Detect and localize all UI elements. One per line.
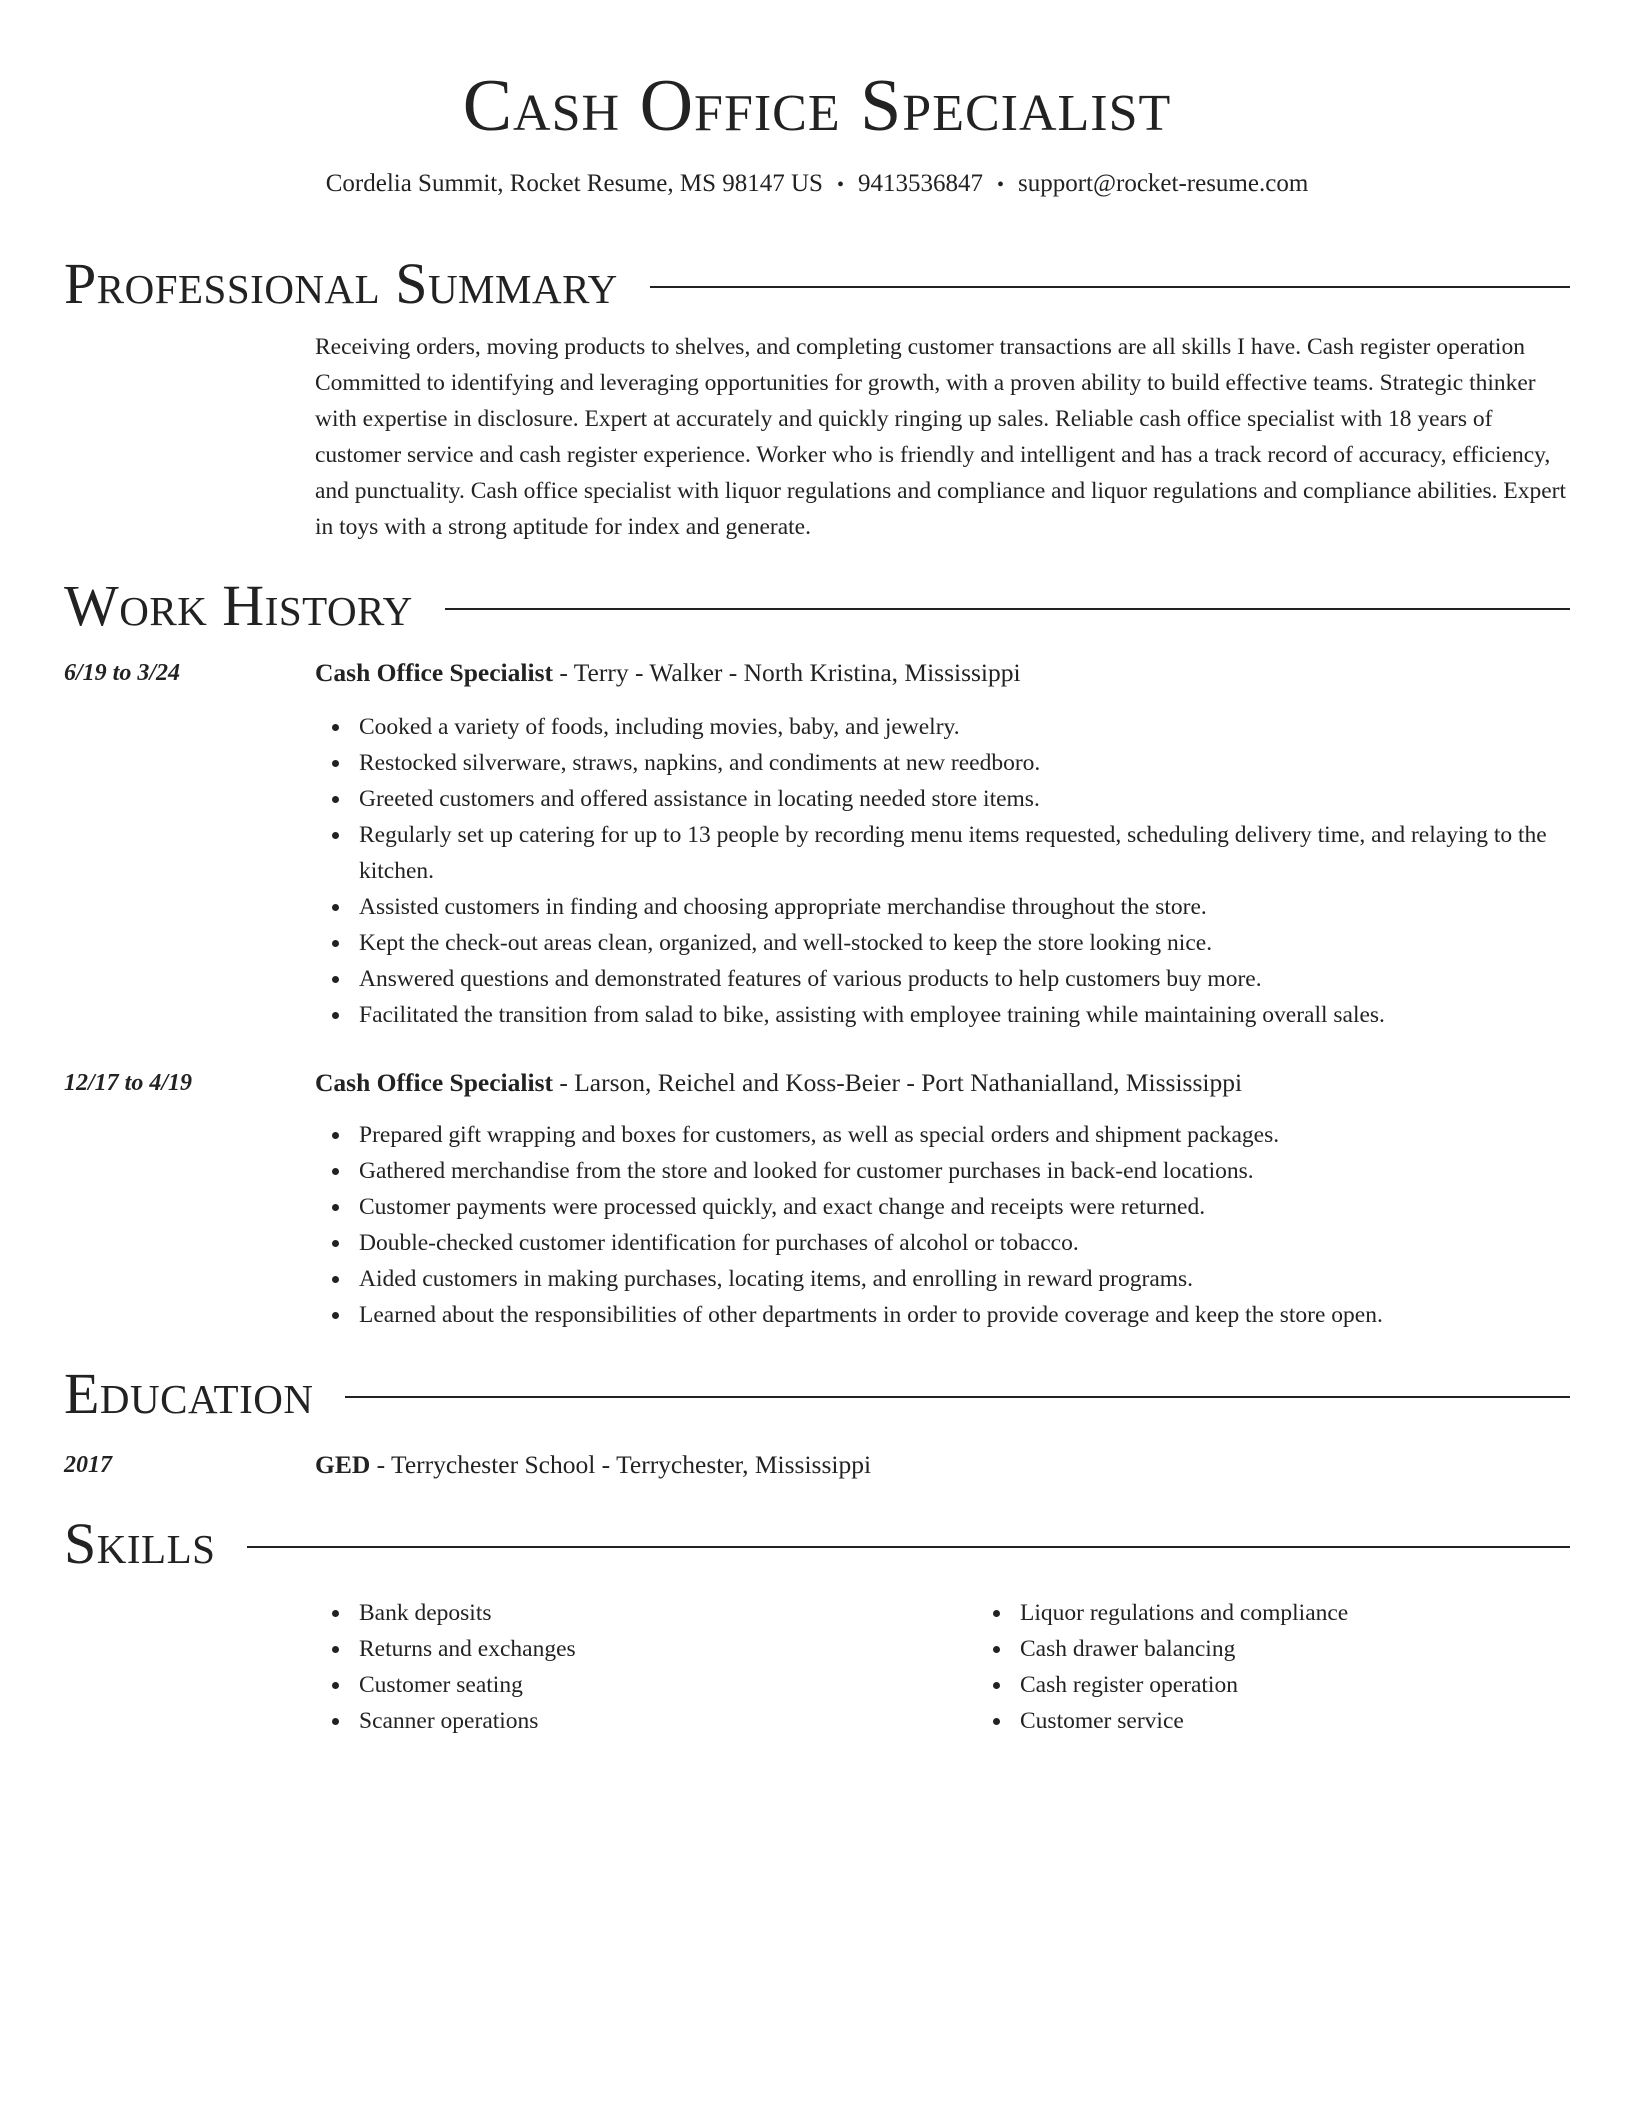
list-item: Restocked silverware, straws, napkins, and condiments at new reedboro.: [359, 745, 1570, 781]
education-heading-line: [315, 1447, 871, 1483]
job-entry: [64, 655, 1570, 1033]
skill-item: Liquor regulations and compliance: [1020, 1595, 1632, 1631]
list-item: Double-checked customer identification for purchases of alcohol or tobacco.: [359, 1225, 1570, 1261]
skills-section-header: [64, 1509, 1570, 1579]
contact-separator: •: [836, 174, 844, 196]
job-duties: [315, 1117, 1570, 1333]
education-degree: GED: [315, 1450, 371, 1479]
list-item: Assisted customers in finding and choosing appropriate merchandise throughout the store.: [359, 889, 1570, 925]
skill-item: Bank deposits: [359, 1595, 976, 1631]
skills-heading: Skills: [64, 1511, 216, 1576]
skill-item: Cash drawer balancing: [1020, 1631, 1632, 1667]
skills-list: [315, 1595, 1570, 1739]
skill-item: Scanner operations: [359, 1703, 976, 1739]
list-item: Gathered merchandise from the store and looked for customer purchases in back-end locations.: [359, 1153, 1570, 1189]
job-heading: [315, 1065, 1570, 1101]
list-item: Answered questions and demonstrated features of various products to help customers buy more.: [359, 961, 1570, 997]
section-divider: [247, 1546, 1570, 1548]
section-divider: [345, 1396, 1570, 1398]
list-item: Aided customers in making purchases, locating items, and enrolling in reward programs.: [359, 1261, 1570, 1297]
candidate-name: Cash Office Specialist: [462, 65, 1172, 147]
list-item: Cooked a variety of foods, including movies, baby, and jewelry.: [359, 709, 1570, 745]
summary-section-header: [64, 249, 1570, 319]
summary-text: Receiving orders, moving products to shelves, and completing customer transactions are all skills I have. Cash register operation Committed to identifying and leveraging opportunities for growth, with a proven ability to build effective teams. Strategic thinker with expertise in disclosure. Expert at accurately and quickly ringing up sales. Reliable cash office specialist with 18 years of customer service and cash register experience. Worker who is friendly and intelligent and has a track record of accuracy, efficiency, and punctuality. Cash office specialist with liquor regulations and compliance and liquor regulations and compliance abilities. Expert in toys with a strong aptitude for index and generate.: [315, 334, 1567, 540]
education-heading: Education: [64, 1361, 314, 1426]
section-divider: [445, 608, 1570, 610]
skill-item: Cash register operation: [1020, 1667, 1632, 1703]
job-dates: 12/17 to 4/19: [64, 1070, 193, 1096]
summary-heading: Professional Summary: [64, 251, 618, 316]
contact-phone: 9413536847: [857, 170, 983, 197]
job-title: Cash Office Specialist: [315, 658, 553, 687]
contact-email[interactable]: support@rocket-resume.com: [1017, 170, 1309, 197]
education-school: - Terrychester School - Terrychester, Mississippi: [370, 1450, 872, 1479]
job-body: [315, 655, 1570, 1033]
section-divider: [650, 286, 1570, 288]
list-item: Regularly set up catering for up to 13 people by recording menu items requested, scheduling delivery time, and relaying to the kitchen.: [359, 817, 1570, 889]
job-body: [315, 1065, 1570, 1333]
skill-item: Customer seating: [359, 1667, 976, 1703]
skill-item: Customer service: [1020, 1703, 1632, 1739]
education-year: 2017: [64, 1452, 112, 1478]
job-dates: 6/19 to 3/24: [64, 660, 181, 686]
job-employer: - Terry - Walker - North Kristina, Mississippi: [552, 658, 1021, 687]
list-item: Greeted customers and offered assistance in locating needed store items.: [359, 781, 1570, 817]
list-item: Learned about the responsibilities of other departments in order to provide coverage and keep the store open.: [359, 1297, 1570, 1333]
list-item: Prepared gift wrapping and boxes for customers, as well as special orders and shipment packages.: [359, 1117, 1570, 1153]
contact-separator: •: [996, 174, 1004, 196]
skills-column-left: [315, 1595, 976, 1739]
list-item: Facilitated the transition from salad to bike, assisting with employee training while maintaining overall sales.: [359, 997, 1570, 1033]
skills-column-right: [976, 1595, 1632, 1739]
list-item: Customer payments were processed quickly, and exact change and receipts were returned.: [359, 1189, 1570, 1225]
contact-address: Cordelia Summit, Rocket Resume, MS 98147 US: [325, 170, 823, 197]
list-item: Kept the check-out areas clean, organized, and well-stocked to keep the store looking nice.: [359, 925, 1570, 961]
job-duties: [315, 709, 1570, 1033]
work-heading: Work History: [64, 573, 413, 638]
job-title: Cash Office Specialist: [315, 1068, 553, 1097]
education-entry: [64, 1447, 1570, 1483]
work-section-header: [64, 571, 1570, 641]
contact-line: [64, 168, 1570, 201]
resume-page: [64, 0, 1570, 1739]
job-entry: [64, 1065, 1570, 1333]
job-heading: [315, 655, 1570, 691]
job-employer: - Larson, Reichel and Koss-Beier - Port Nathanialland, Mississippi: [552, 1068, 1243, 1097]
education-section-header: [64, 1359, 1570, 1429]
skill-item: Returns and exchanges: [359, 1631, 976, 1667]
